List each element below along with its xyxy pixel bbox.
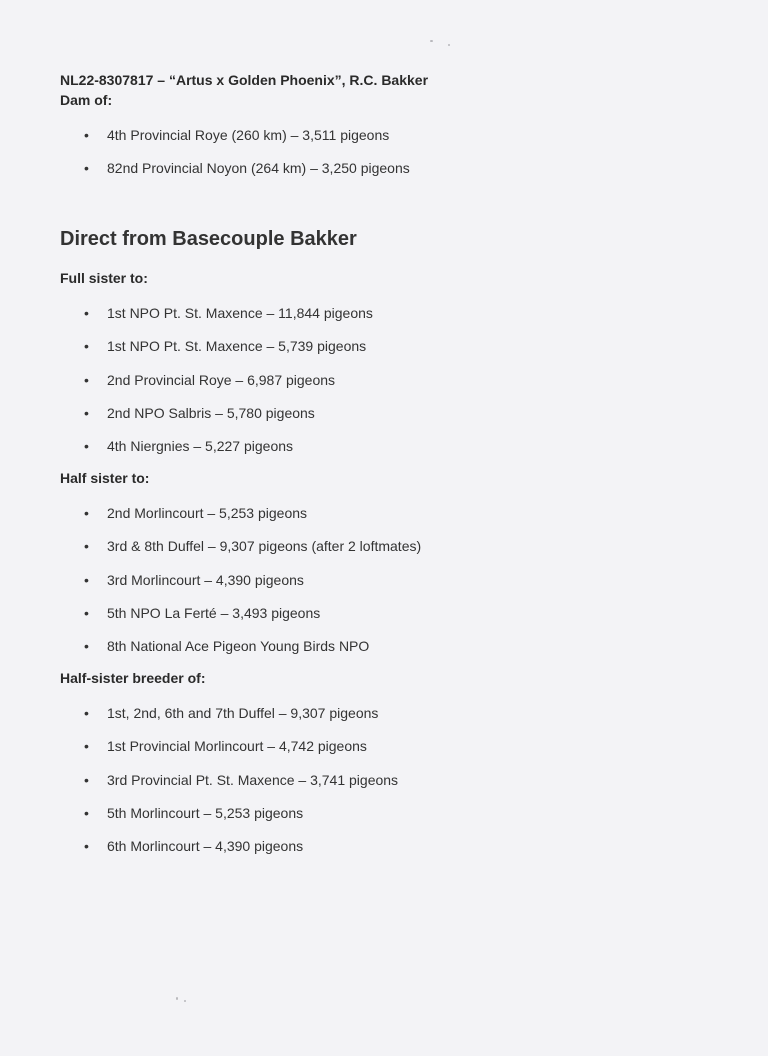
bullet-icon: • (84, 505, 89, 521)
bullet-icon: • (84, 771, 89, 788)
half-sister-list-container (60, 503, 421, 669)
result-text: 8th National Ace Pigeon Young Birds NPO (107, 638, 370, 655)
bullet-icon: • (84, 638, 89, 655)
bullet-icon: • (84, 604, 89, 621)
half-sister-section (60, 470, 149, 486)
bullet-icon: • (84, 371, 89, 388)
list-item (60, 770, 398, 803)
list-item (60, 403, 373, 436)
bullet-icon: • (84, 738, 89, 755)
dam-of-label: Dam of: (60, 92, 113, 108)
result-text: 1st NPO Pt. St. Maxence – 5,739 pigeons (107, 338, 367, 355)
dam-of-list-container (60, 125, 410, 192)
list-item (60, 125, 410, 158)
result-text: 1st Provincial Morlincourt – 4,742 pigeons (107, 738, 367, 755)
half-sister-breeder-label: Half-sister breeder of: (60, 670, 206, 686)
half-sister-breeder-list-container (60, 703, 398, 869)
pedigree-header (60, 70, 428, 110)
bullet-icon: • (84, 338, 89, 355)
scan-speck (176, 997, 178, 1000)
list-item (60, 536, 421, 569)
section-title-container (60, 228, 357, 251)
scan-speck (184, 1000, 186, 1002)
result-text: 2nd NPO Salbris – 5,780 pigeons (107, 404, 315, 421)
bullet-icon: • (84, 404, 89, 421)
half-sister-breeder-list (60, 703, 398, 869)
scan-speck (430, 40, 433, 42)
half-sister-breeder-section (60, 670, 205, 686)
bullet-icon: • (84, 571, 89, 588)
list-item (60, 736, 398, 769)
result-text: 3rd & 8th Duffel – 9,307 pigeons (after 2 loftmates) (107, 538, 422, 555)
bullet-icon: • (84, 160, 89, 177)
list-item (60, 158, 410, 191)
list-item (60, 570, 421, 603)
list-item (60, 503, 421, 536)
bullet-icon: • (84, 838, 89, 855)
result-text: 1st, 2nd, 6th and 7th Duffel – 9,307 pigeons (107, 705, 379, 721)
list-item (60, 370, 373, 403)
full-sister-section (60, 270, 148, 286)
dam-of-list (60, 125, 410, 192)
list-item (60, 636, 421, 669)
result-text: 4th Niergnies – 5,227 pigeons (107, 438, 294, 455)
result-text: 3rd Provincial Pt. St. Maxence – 3,741 pigeons (107, 771, 399, 788)
result-text: 5th NPO La Ferté – 3,493 pigeons (107, 604, 321, 621)
result-text: 2nd Morlincourt – 5,253 pigeons (107, 505, 308, 521)
list-item (60, 703, 398, 736)
bullet-icon: • (84, 804, 89, 821)
full-sister-label: Full sister to: (60, 270, 148, 286)
half-sister-label: Half sister to: (60, 470, 150, 486)
full-sister-list (60, 303, 373, 469)
bullet-icon: • (84, 705, 89, 721)
half-sister-list (60, 503, 421, 669)
result-text: 4th Provincial Roye (260 km) – 3,511 pigeons (107, 127, 390, 143)
list-item (60, 803, 398, 836)
result-text: 2nd Provincial Roye – 6,987 pigeons (107, 371, 336, 388)
section-title: Direct from Basecouple Bakker (60, 228, 357, 250)
list-item (60, 436, 373, 469)
result-text: 82nd Provincial Noyon (264 km) – 3,250 pigeons (107, 160, 410, 177)
bullet-icon: • (84, 127, 89, 143)
list-item (60, 603, 421, 636)
bullet-icon: • (84, 538, 89, 555)
list-item (60, 336, 373, 369)
list-item (60, 303, 373, 336)
bullet-icon: • (84, 438, 89, 455)
scan-speck (448, 44, 450, 46)
list-item (60, 836, 398, 869)
full-sister-list-container (60, 303, 373, 469)
result-text: 5th Morlincourt – 5,253 pigeons (107, 804, 304, 821)
bullet-icon: • (84, 305, 89, 321)
result-text: 6th Morlincourt – 4,390 pigeons (107, 838, 304, 855)
result-text: 3rd Morlincourt – 4,390 pigeons (107, 571, 304, 588)
ring-number-line: NL22-8307817 – “Artus x Golden Phoenix”, R.C. Bakker (60, 72, 429, 88)
result-text: 1st NPO Pt. St. Maxence – 11,844 pigeons (107, 305, 373, 321)
